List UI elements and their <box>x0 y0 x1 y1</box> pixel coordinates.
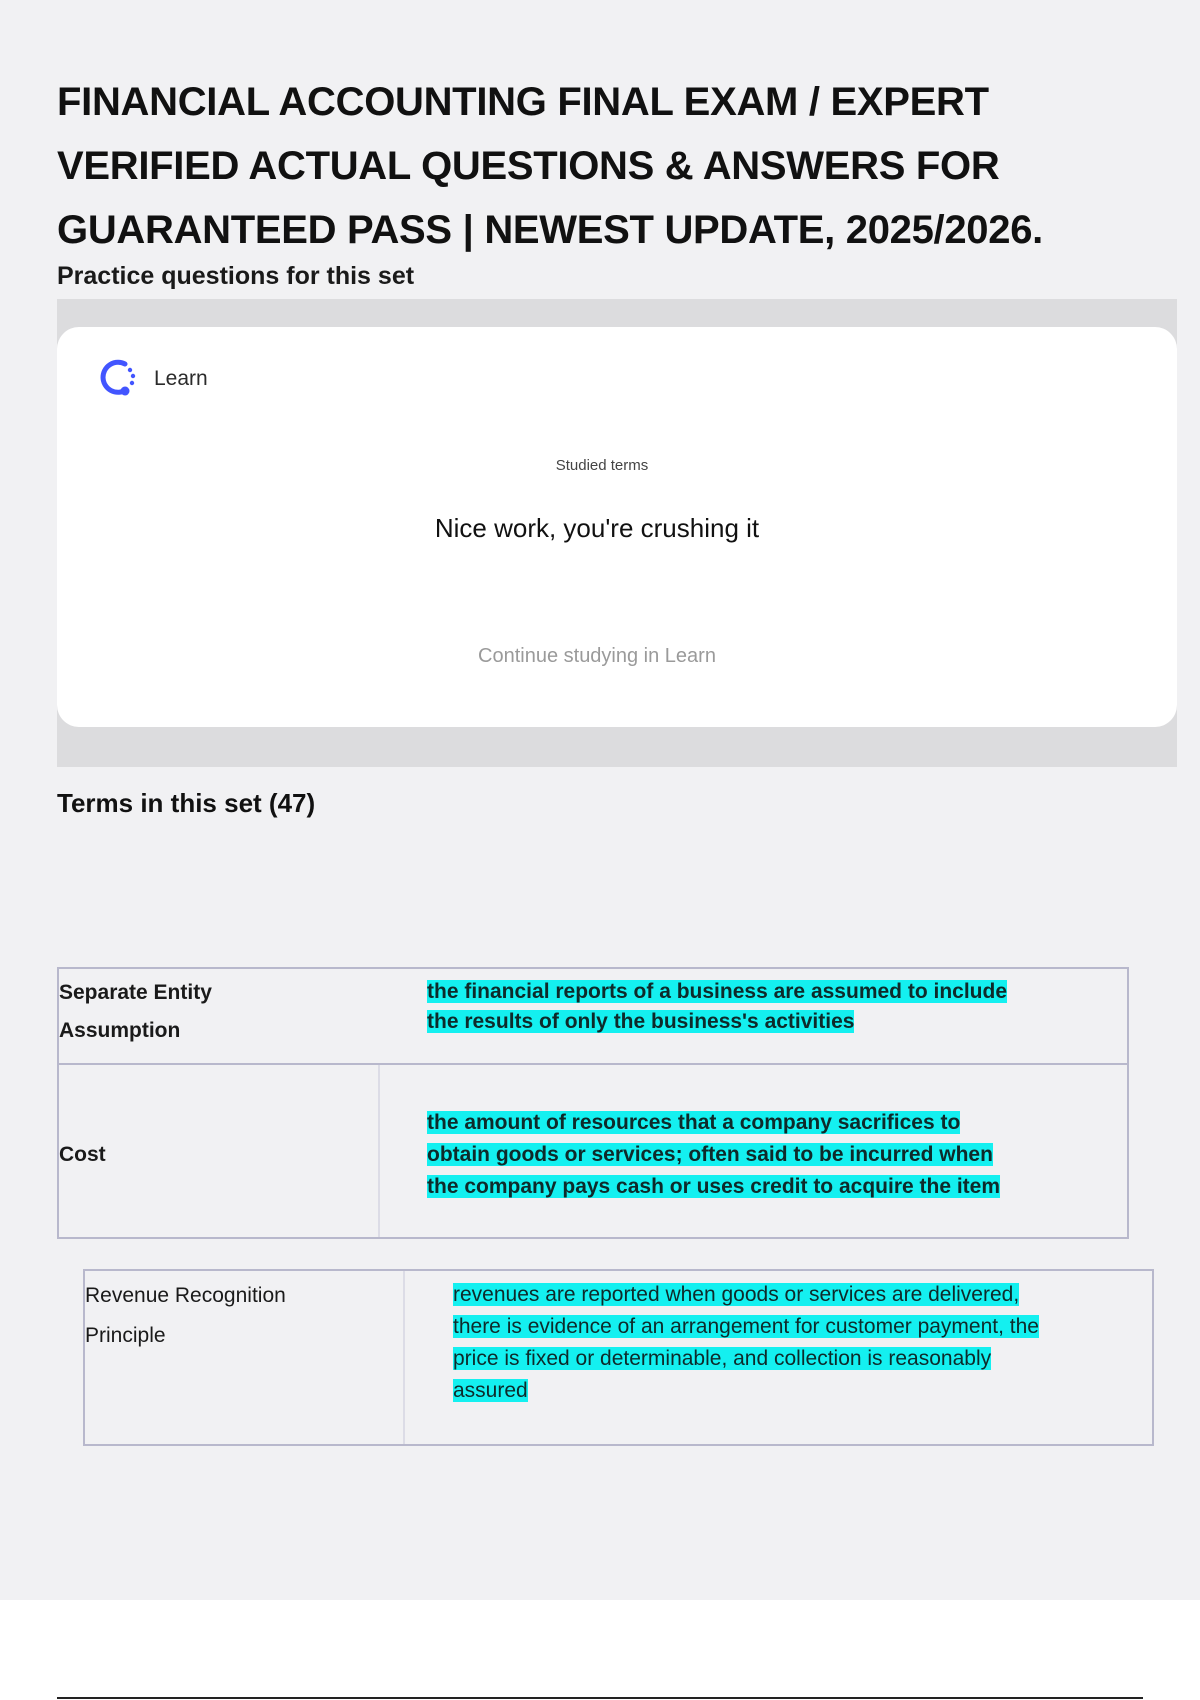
definition-separate-entity: the financial reports of a business are assumed to include the results of only the business's activities <box>427 980 1007 1033</box>
document-title: FINANCIAL ACCOUNTING FINAL EXAM / EXPERT VERIFIED ACTUAL QUESTIONS & ANSWERS FOR GUARANTEED PASS | NEWEST UPDATE, 2025/2026. <box>57 80 1043 252</box>
learn-card[interactable] <box>57 327 1177 727</box>
definition-revenue-recognition: revenues are reported when goods or services are delivered, there is evidence of an arrangement for customer payment, the price is fixed or determinable, and collection is reasonably assured <box>453 1283 1039 1402</box>
terms-count-heading: Terms in this set (47) <box>57 788 316 818</box>
column-divider <box>378 1065 380 1237</box>
term-revenue-recognition: Revenue Recognition Principle <box>85 1284 286 1347</box>
learn-progress-icon <box>95 355 139 399</box>
studied-terms-label: Studied terms <box>555 457 649 474</box>
learn-mode-label: Learn <box>154 367 208 390</box>
column-divider <box>403 1271 405 1444</box>
footer-rule <box>57 1697 1143 1699</box>
term-cost: Cost <box>59 1143 106 1166</box>
continue-studying-button[interactable]: Continue studying in Learn <box>478 645 716 667</box>
definition-cost: the amount of resources that a company sacrifices to obtain goods or services; often said to be incurred when the company pays cash or uses credit to acquire the item <box>427 1111 1001 1198</box>
practice-questions-heading: Practice questions for this set <box>57 262 415 290</box>
learn-embed-frame <box>57 299 1177 767</box>
progress-message: Nice work, you're crushing it <box>434 513 760 543</box>
row-separator <box>57 1063 1129 1065</box>
term-separate-entity: Separate Entity Assumption <box>59 981 212 1042</box>
